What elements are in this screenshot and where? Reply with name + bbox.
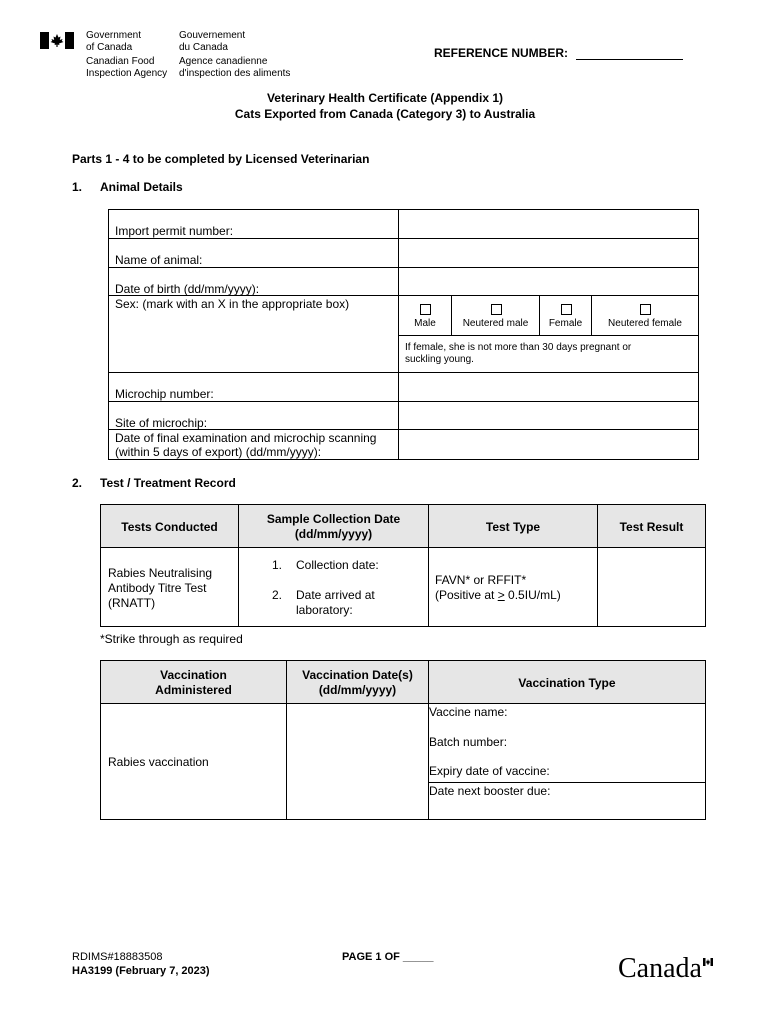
- vaccination-type-divider: [429, 782, 705, 783]
- agency-name-fr: [179, 56, 290, 79]
- sex-option-label: Female: [548, 318, 583, 329]
- test-name-line3: (RNATT): [108, 596, 156, 610]
- arrival-date-label-line2: laboratory:: [296, 603, 353, 617]
- header-test-type: [428, 504, 598, 548]
- sex-label: Sex: (mark with an X in the appropriate box): [115, 297, 350, 311]
- header-vaccination-administered: [100, 660, 287, 704]
- agency-en-line2: Inspection Agency: [86, 67, 168, 79]
- arrival-date-number: 2.: [272, 588, 283, 602]
- header-dates-line2: (dd/mm/yyyy): [318, 683, 397, 697]
- final-exam-label-line2: (within 5 days of export) (dd/mm/yyyy):: [115, 445, 322, 459]
- batch-number-label: Batch number:: [429, 735, 508, 749]
- test-name-line1: Rabies Neutralising: [108, 566, 213, 580]
- header-test-result: [597, 504, 706, 548]
- sample-date-cell[interactable]: [238, 547, 429, 627]
- header-administered-line1: Vaccination: [160, 668, 227, 682]
- canada-flag-icon: [40, 32, 74, 49]
- collection-date-label: Collection date:: [296, 558, 379, 572]
- header-sample-date-line2: (dd/mm/yyyy): [294, 527, 373, 541]
- dob-input[interactable]: [398, 267, 699, 296]
- next-booster-label: Date next booster due:: [429, 784, 551, 798]
- microchip-site-label: Site of microchip:: [115, 416, 208, 430]
- animal-name-input[interactable]: [398, 238, 699, 268]
- header-dates-line1: Vaccination Date(s): [302, 668, 413, 682]
- microchip-number-input[interactable]: [398, 372, 699, 402]
- section1-heading: Animal Details: [100, 180, 183, 194]
- agency-fr-line1: Agence canadienne: [179, 56, 268, 67]
- final-exam-label-cell: [108, 429, 399, 460]
- final-exam-input[interactable]: [398, 429, 699, 460]
- collection-date-number: 1.: [272, 558, 283, 572]
- microchip-site-input[interactable]: [398, 401, 699, 430]
- reference-number-field[interactable]: [576, 59, 683, 60]
- rdims-number: RDIMS#18883508: [72, 951, 163, 963]
- test-type-prefix: (Positive at: [435, 588, 498, 602]
- vaccination-dates-input[interactable]: [286, 703, 429, 820]
- strike-through-note: *Strike through as required: [100, 632, 243, 646]
- form-number: HA3199 (February 7, 2023): [72, 965, 210, 977]
- agency-fr-line2: d'inspection des aliments: [179, 67, 291, 79]
- reference-number-label: REFERENCE NUMBER:: [434, 46, 569, 60]
- government-of-canada-fr: [179, 30, 245, 53]
- checkbox-neutered-male[interactable]: [491, 304, 502, 315]
- checkbox-female[interactable]: [561, 304, 572, 315]
- vaccine-name-cell: [100, 703, 287, 820]
- test-type-line2: [435, 588, 561, 602]
- gov-fr-line1: Gouvernement: [179, 30, 246, 41]
- expiry-date-label: Expiry date of vaccine:: [429, 764, 550, 778]
- sex-option-label: Male: [414, 318, 436, 329]
- canada-wordmark: [618, 954, 702, 984]
- gov-en-line1: Government: [86, 30, 142, 41]
- dob-label: Date of birth (dd/mm/yyyy):: [115, 282, 260, 296]
- header-tests-conducted: [100, 504, 239, 548]
- female-note-cell: [398, 335, 699, 373]
- gov-fr-line2: du Canada: [179, 41, 228, 53]
- wordmark-flag-icon: [703, 958, 713, 966]
- animal-name-label-cell: [108, 238, 399, 268]
- test-name-cell: [100, 547, 239, 627]
- vaccination-type-cell: [428, 703, 706, 820]
- vaccine-name-label: Vaccine name:: [429, 705, 508, 719]
- checkbox-neutered-female[interactable]: [640, 304, 651, 315]
- rabies-vaccination-label: Rabies vaccination: [108, 755, 209, 769]
- female-note-line1: If female, she is not more than 30 days pregnant or: [405, 342, 632, 353]
- certificate-subtitle: Cats Exported from Canada (Category 3) to Australia: [234, 107, 536, 121]
- section2-number: 2.: [72, 476, 83, 490]
- arrival-date-label-line1: Date arrived at: [296, 588, 375, 602]
- intro-instruction: Parts 1 - 4 to be completed by Licensed Veterinarian: [72, 152, 370, 166]
- header-sample-date: [238, 504, 429, 548]
- header-test-result-text: Test Result: [619, 520, 684, 534]
- greater-equal-symbol: >: [497, 588, 505, 602]
- checkbox-male[interactable]: [420, 304, 431, 315]
- test-result-input[interactable]: [597, 547, 706, 627]
- gov-en-line2: of Canada: [86, 41, 133, 53]
- sex-option-label: Neutered male: [462, 318, 529, 329]
- import-permit-label-cell: [108, 209, 399, 239]
- header-vaccination-type-text: Vaccination Type: [518, 676, 616, 690]
- test-type-threshold: 0.5IU/mL): [504, 588, 561, 602]
- test-type-cell: [428, 547, 598, 627]
- header-administered-line2: Administered: [155, 683, 232, 697]
- sex-option-neutered-female[interactable]: [591, 295, 699, 336]
- header-vaccination-dates: [286, 660, 429, 704]
- section2-heading: Test / Treatment Record: [100, 476, 236, 490]
- government-of-canada-en: [86, 30, 141, 53]
- microchip-number-label-cell: [108, 372, 399, 402]
- header-vaccination-type: [428, 660, 706, 704]
- dob-label-cell: [108, 267, 399, 296]
- canada-wordmark-text: Canada: [618, 953, 702, 984]
- import-permit-label: Import permit number:: [115, 224, 234, 238]
- section1-number: 1.: [72, 180, 83, 194]
- test-type-line1: FAVN* or RFFIT*: [435, 573, 527, 587]
- sex-option-female[interactable]: [539, 295, 592, 336]
- microchip-number-label: Microchip number:: [115, 387, 214, 401]
- sex-option-label: Neutered female: [608, 318, 682, 329]
- microchip-site-label-cell: [108, 401, 399, 430]
- female-note-line2: suckling young.: [405, 354, 474, 365]
- page-number: PAGE 1 OF _____: [342, 951, 434, 963]
- header-test-type-text: Test Type: [485, 520, 541, 534]
- sex-label-cell: [108, 295, 399, 373]
- sex-option-male[interactable]: [398, 295, 452, 336]
- test-name-line2: Antibody Titre Test: [108, 581, 207, 595]
- sex-option-neutered-male[interactable]: [451, 295, 540, 336]
- agency-en-line1: Canadian Food: [86, 56, 155, 67]
- agency-name-en: [86, 56, 167, 79]
- header-sample-date-line1: Sample Collection Date: [266, 512, 401, 526]
- final-exam-label-line1: Date of final examination and microchip scanning: [115, 431, 377, 445]
- animal-name-label: Name of animal:: [115, 253, 203, 267]
- certificate-title: Veterinary Health Certificate (Appendix 1): [266, 91, 504, 105]
- import-permit-input[interactable]: [398, 209, 699, 239]
- header-tests-conducted-text: Tests Conducted: [121, 520, 218, 534]
